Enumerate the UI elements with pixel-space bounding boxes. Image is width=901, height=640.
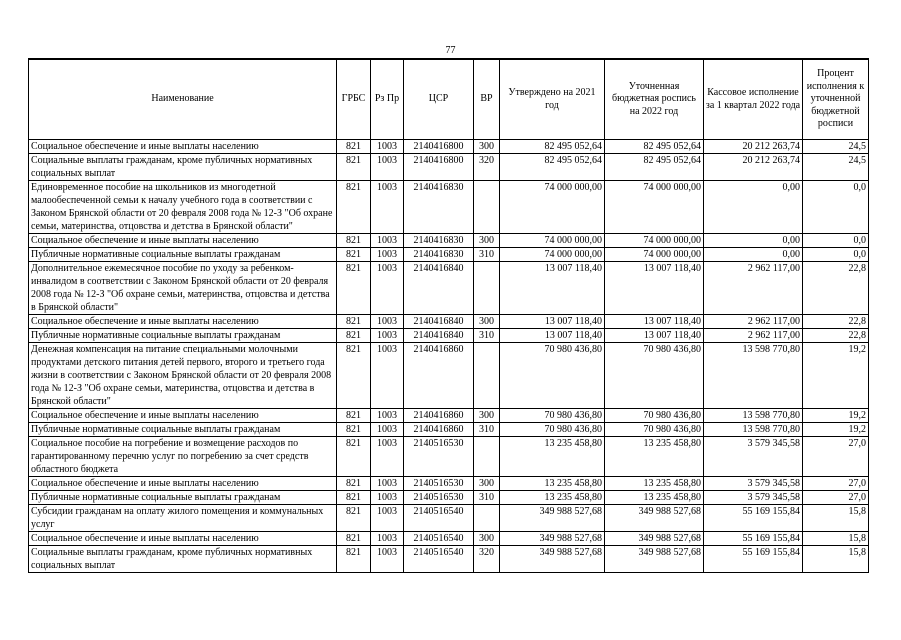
cell-approved: 82 495 052,64 — [500, 140, 605, 154]
cell-approved: 13 007 118,40 — [500, 315, 605, 329]
table-row — [29, 343, 869, 409]
cell-vr: 320 — [474, 154, 500, 181]
cell-grbs: 821 — [337, 248, 371, 262]
cell-name: Дополнительное ежемесячное пособие по уходу за ребенком-инвалидом в соответствии с Законом Брянской области от 20 февраля 2008 года № 12-З "Об охране семьи, материнства, отцовства и детства в Брянской области" — [29, 262, 337, 315]
cell-csr: 2140416830 — [404, 234, 474, 248]
table-row — [29, 234, 869, 248]
cell-csr: 2140516530 — [404, 437, 474, 477]
cell-grbs: 821 — [337, 409, 371, 423]
table-row — [29, 409, 869, 423]
cell-vr: 300 — [474, 315, 500, 329]
cell-rzpr: 1003 — [371, 234, 404, 248]
cell-percent: 15,8 — [803, 532, 869, 546]
cell-rzpr: 1003 — [371, 505, 404, 532]
cell-csr: 2140416840 — [404, 315, 474, 329]
cell-refined: 70 980 436,80 — [605, 343, 704, 409]
cell-grbs: 821 — [337, 329, 371, 343]
cell-rzpr: 1003 — [371, 343, 404, 409]
cell-name: Социальное обеспечение и иные выплаты населению — [29, 140, 337, 154]
cell-grbs: 821 — [337, 546, 371, 573]
table-row — [29, 423, 869, 437]
cell-refined: 13 007 118,40 — [605, 315, 704, 329]
table-row — [29, 546, 869, 573]
cell-csr: 2140416840 — [404, 329, 474, 343]
cell-name: Социальное обеспечение и иные выплаты населению — [29, 234, 337, 248]
cell-refined: 349 988 527,68 — [605, 532, 704, 546]
cell-approved: 13 007 118,40 — [500, 329, 605, 343]
cell-approved: 349 988 527,68 — [500, 505, 605, 532]
cell-rzpr: 1003 — [371, 315, 404, 329]
header-vr: ВР — [474, 59, 500, 140]
cell-csr: 2140516530 — [404, 477, 474, 491]
cell-name: Публичные нормативные социальные выплаты гражданам — [29, 329, 337, 343]
cell-csr: 2140416800 — [404, 154, 474, 181]
cell-vr — [474, 505, 500, 532]
cell-percent: 22,8 — [803, 315, 869, 329]
cell-vr — [474, 343, 500, 409]
cell-name: Единовременное пособие на школьников из многодетной малообеспеченной семьи к началу учебного года в соответствии с Законом Брянской области от 20 февраля 2008 года № 12-З "Об охране семьи, материнства, отцовства и детства в Брянской области" — [29, 181, 337, 234]
cell-name: Социальные выплаты гражданам, кроме публичных нормативных социальных выплат — [29, 546, 337, 573]
cell-rzpr: 1003 — [371, 477, 404, 491]
cell-cash: 20 212 263,74 — [704, 140, 803, 154]
cell-refined: 82 495 052,64 — [605, 140, 704, 154]
cell-grbs: 821 — [337, 262, 371, 315]
cell-percent: 24,5 — [803, 140, 869, 154]
cell-cash: 13 598 770,80 — [704, 423, 803, 437]
page-number: 77 — [445, 45, 456, 56]
cell-percent: 22,8 — [803, 262, 869, 315]
cell-cash: 0,00 — [704, 181, 803, 234]
cell-vr: 310 — [474, 248, 500, 262]
cell-grbs: 821 — [337, 315, 371, 329]
cell-percent: 24,5 — [803, 154, 869, 181]
cell-vr: 300 — [474, 409, 500, 423]
cell-rzpr: 1003 — [371, 262, 404, 315]
cell-rzpr: 1003 — [371, 248, 404, 262]
cell-rzpr: 1003 — [371, 329, 404, 343]
cell-cash: 3 579 345,58 — [704, 477, 803, 491]
budget-table — [28, 58, 869, 573]
table-row — [29, 248, 869, 262]
cell-approved: 13 007 118,40 — [500, 262, 605, 315]
cell-refined: 74 000 000,00 — [605, 234, 704, 248]
cell-csr: 2140416860 — [404, 343, 474, 409]
cell-percent: 19,2 — [803, 409, 869, 423]
cell-cash: 3 579 345,58 — [704, 491, 803, 505]
cell-approved: 349 988 527,68 — [500, 532, 605, 546]
cell-name: Социальное обеспечение и иные выплаты населению — [29, 477, 337, 491]
cell-approved: 13 235 458,80 — [500, 491, 605, 505]
cell-cash: 2 962 117,00 — [704, 315, 803, 329]
cell-approved: 13 235 458,80 — [500, 477, 605, 491]
cell-vr: 310 — [474, 491, 500, 505]
cell-cash: 3 579 345,58 — [704, 437, 803, 477]
cell-name: Субсидии гражданам на оплату жилого помещения и коммунальных услуг — [29, 505, 337, 532]
cell-name: Социальное обеспечение и иные выплаты населению — [29, 315, 337, 329]
header-cash: Кассовое исполнение за 1 квартал 2022 года — [704, 59, 803, 140]
cell-rzpr: 1003 — [371, 437, 404, 477]
cell-vr: 300 — [474, 532, 500, 546]
cell-refined: 13 235 458,80 — [605, 491, 704, 505]
table-row — [29, 181, 869, 234]
cell-refined: 13 007 118,40 — [605, 329, 704, 343]
cell-name: Денежная компенсация на питание специальными молочными продуктами детского питания детей первого, второго и третьего года жизни в соответствии с Законом Брянской области от 20 февраля 2008 года № 12-З "Об охране семьи, материнства, отцовства и детства в Брянской области" — [29, 343, 337, 409]
cell-vr — [474, 181, 500, 234]
cell-approved: 74 000 000,00 — [500, 248, 605, 262]
table-row — [29, 477, 869, 491]
cell-percent: 19,2 — [803, 423, 869, 437]
header-name: Наименование — [29, 59, 337, 140]
cell-percent: 27,0 — [803, 437, 869, 477]
cell-percent: 27,0 — [803, 477, 869, 491]
cell-percent: 15,8 — [803, 546, 869, 573]
cell-percent: 15,8 — [803, 505, 869, 532]
table-row — [29, 154, 869, 181]
cell-refined: 349 988 527,68 — [605, 505, 704, 532]
cell-cash: 0,00 — [704, 234, 803, 248]
cell-cash: 2 962 117,00 — [704, 329, 803, 343]
cell-vr: 300 — [474, 477, 500, 491]
cell-csr: 2140416830 — [404, 181, 474, 234]
cell-percent: 22,8 — [803, 329, 869, 343]
cell-percent: 0,0 — [803, 248, 869, 262]
cell-csr: 2140516540 — [404, 532, 474, 546]
cell-approved: 70 980 436,80 — [500, 423, 605, 437]
table-row — [29, 532, 869, 546]
cell-name: Социальное обеспечение и иные выплаты населению — [29, 409, 337, 423]
cell-refined: 74 000 000,00 — [605, 181, 704, 234]
cell-grbs: 821 — [337, 423, 371, 437]
cell-approved: 13 235 458,80 — [500, 437, 605, 477]
cell-grbs: 821 — [337, 477, 371, 491]
cell-name: Социальные выплаты гражданам, кроме публичных нормативных социальных выплат — [29, 154, 337, 181]
header-rzpr: Рз Пр — [371, 59, 404, 140]
header-csr: ЦСР — [404, 59, 474, 140]
cell-grbs: 821 — [337, 437, 371, 477]
cell-cash: 0,00 — [704, 248, 803, 262]
cell-refined: 349 988 527,68 — [605, 546, 704, 573]
cell-refined: 70 980 436,80 — [605, 423, 704, 437]
cell-refined: 13 235 458,80 — [605, 477, 704, 491]
cell-approved: 70 980 436,80 — [500, 409, 605, 423]
cell-cash: 55 169 155,84 — [704, 532, 803, 546]
table-body — [29, 140, 869, 573]
cell-vr: 310 — [474, 329, 500, 343]
cell-csr: 2140416860 — [404, 423, 474, 437]
cell-grbs: 821 — [337, 343, 371, 409]
cell-grbs: 821 — [337, 491, 371, 505]
cell-refined: 70 980 436,80 — [605, 409, 704, 423]
cell-csr: 2140416800 — [404, 140, 474, 154]
cell-rzpr: 1003 — [371, 140, 404, 154]
cell-vr — [474, 437, 500, 477]
cell-grbs: 821 — [337, 505, 371, 532]
cell-csr: 2140416840 — [404, 262, 474, 315]
cell-percent: 27,0 — [803, 491, 869, 505]
cell-rzpr: 1003 — [371, 181, 404, 234]
cell-cash: 13 598 770,80 — [704, 409, 803, 423]
cell-name: Публичные нормативные социальные выплаты гражданам — [29, 491, 337, 505]
cell-csr: 2140516530 — [404, 491, 474, 505]
header-percent: Процент исполнения к уточненной бюджетной росписи — [803, 59, 869, 140]
cell-grbs: 821 — [337, 532, 371, 546]
cell-name: Публичные нормативные социальные выплаты гражданам — [29, 248, 337, 262]
cell-rzpr: 1003 — [371, 546, 404, 573]
cell-name: Публичные нормативные социальные выплаты гражданам — [29, 423, 337, 437]
cell-name: Социальное пособие на погребение и возмещение расходов по гарантированному перечню услуг по погребению за счет средств областного бюджета — [29, 437, 337, 477]
cell-rzpr: 1003 — [371, 532, 404, 546]
cell-approved: 82 495 052,64 — [500, 154, 605, 181]
cell-grbs: 821 — [337, 181, 371, 234]
table-row — [29, 329, 869, 343]
cell-cash: 2 962 117,00 — [704, 262, 803, 315]
cell-csr: 2140416860 — [404, 409, 474, 423]
cell-grbs: 821 — [337, 154, 371, 181]
cell-rzpr: 1003 — [371, 423, 404, 437]
header-approved: Утверждено на 2021 год — [500, 59, 605, 140]
cell-name: Социальное обеспечение и иные выплаты населению — [29, 532, 337, 546]
cell-approved: 74 000 000,00 — [500, 234, 605, 248]
cell-rzpr: 1003 — [371, 154, 404, 181]
cell-csr: 2140516540 — [404, 505, 474, 532]
cell-rzpr: 1003 — [371, 409, 404, 423]
cell-grbs: 821 — [337, 234, 371, 248]
cell-vr: 320 — [474, 546, 500, 573]
cell-refined: 74 000 000,00 — [605, 248, 704, 262]
cell-refined: 13 007 118,40 — [605, 262, 704, 315]
cell-approved: 74 000 000,00 — [500, 181, 605, 234]
cell-approved: 349 988 527,68 — [500, 546, 605, 573]
cell-vr: 300 — [474, 140, 500, 154]
cell-vr: 310 — [474, 423, 500, 437]
cell-vr — [474, 262, 500, 315]
cell-percent: 0,0 — [803, 234, 869, 248]
cell-percent: 0,0 — [803, 181, 869, 234]
cell-cash: 55 169 155,84 — [704, 546, 803, 573]
cell-refined: 82 495 052,64 — [605, 154, 704, 181]
cell-cash: 13 598 770,80 — [704, 343, 803, 409]
table-row — [29, 437, 869, 477]
table-row — [29, 140, 869, 154]
cell-approved: 70 980 436,80 — [500, 343, 605, 409]
cell-cash: 20 212 263,74 — [704, 154, 803, 181]
cell-rzpr: 1003 — [371, 491, 404, 505]
header-grbs: ГРБС — [337, 59, 371, 140]
table-row — [29, 491, 869, 505]
cell-cash: 55 169 155,84 — [704, 505, 803, 532]
table-row — [29, 505, 869, 532]
cell-refined: 13 235 458,80 — [605, 437, 704, 477]
cell-grbs: 821 — [337, 140, 371, 154]
table-row — [29, 262, 869, 315]
cell-percent: 19,2 — [803, 343, 869, 409]
cell-csr: 2140416830 — [404, 248, 474, 262]
cell-csr: 2140516540 — [404, 546, 474, 573]
table-row — [29, 315, 869, 329]
cell-vr: 300 — [474, 234, 500, 248]
header-refined: Уточненная бюджетная роспись на 2022 год — [605, 59, 704, 140]
table-header-row — [29, 59, 869, 140]
